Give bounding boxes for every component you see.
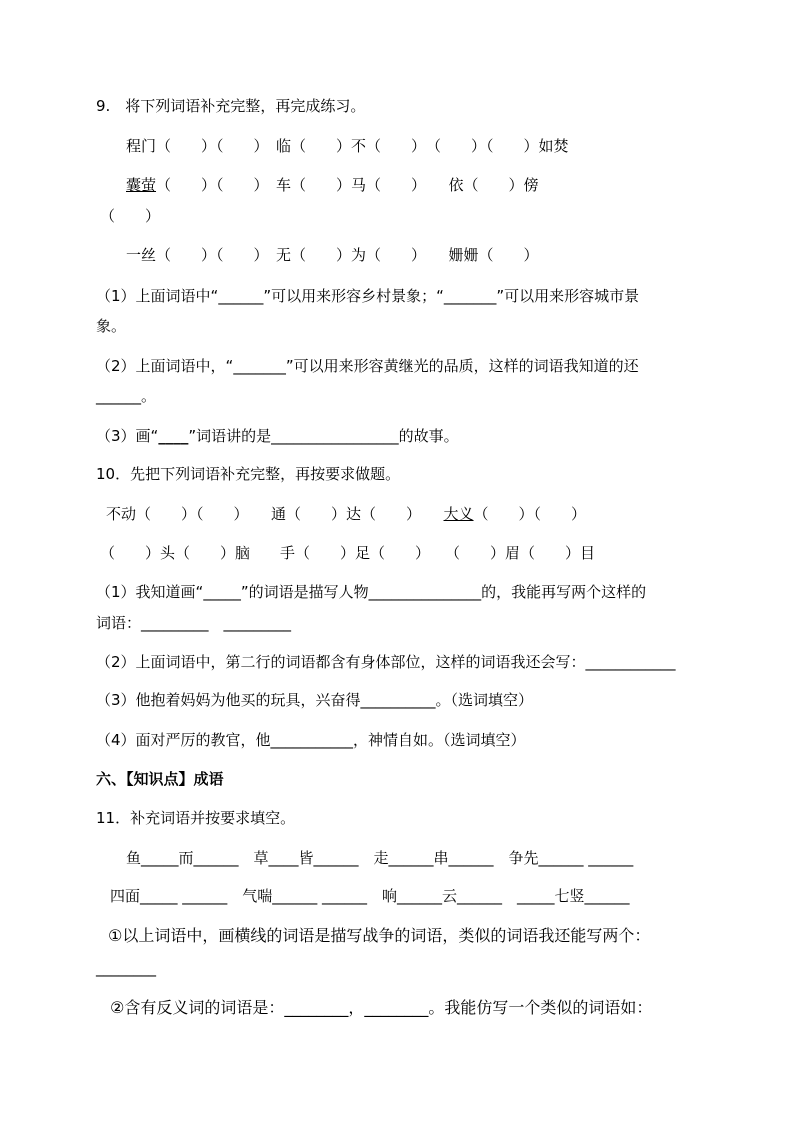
q9-sub3-pre: （3）画“ bbox=[96, 427, 159, 445]
q11-comment1-line2: ________ bbox=[96, 959, 156, 977]
q10-sub1-line2: 词语：_________ _________ bbox=[96, 614, 292, 632]
q10-sub1-line1: （1）我知道画“_____”的词语是描写人物_______________的，我能再写两个这样的 bbox=[96, 583, 647, 601]
q9-sub3 bbox=[96, 426, 459, 446]
q11-row1: 鱼_____而______ 草____皆______ 走______串______ 争先______ ______ bbox=[126, 849, 634, 867]
section-6-heading: 六、【知识点】成语 bbox=[96, 770, 224, 788]
q9-row1: 程门（ ）（ ） 临（ ）不（ ） （ ）（ ）如焚 bbox=[126, 137, 569, 155]
q11-comment2: ②含有反义词的词语是：________，________。我能仿写一个类似的词语如： bbox=[110, 998, 653, 1017]
q9-row2-rest: （ ）（ ） 车（ ）马（ ） 依（ ）傍 bbox=[156, 176, 539, 194]
q9-sub3-blank: ____ bbox=[158, 427, 189, 445]
q10-row1-underlined-word: 大义 bbox=[443, 505, 474, 523]
q9-title: 9. 将下列词语补充完整，再完成练习。 bbox=[96, 97, 366, 115]
q9-sub2-line2: ______。 bbox=[96, 387, 157, 405]
q10-sub4: （4）面对严厉的教官，他___________，神情自如。（选词填空） bbox=[96, 731, 526, 749]
q10-title: 10．先把下列词语补充完整，再按要求做题。 bbox=[96, 465, 401, 483]
q10-sub2: （2）上面词语中，第二行的词语都含有身体部位，这样的词语我还会写：____________ bbox=[96, 653, 676, 671]
q10-sub3: （3）他抱着妈妈为他买的玩具，兴奋得__________。（选词填空） bbox=[96, 691, 534, 709]
q9-sub2-line1: （2）上面词语中，“_______”可以用来形容黄继光的品质，这样的词语我知道的还 bbox=[96, 357, 639, 375]
q9-sub3-post: ”词语讲的是_________________的故事。 bbox=[188, 427, 459, 445]
q11-comment1-line1: ①以上词语中，画横线的词语是描写战争的词语，类似的词语我还能写两个： bbox=[108, 926, 651, 945]
q9-row3: 一丝（ ）（ ） 无（ ）为（ ） 姗姗（ ） bbox=[126, 246, 539, 264]
q9-sub1-line2: 象。 bbox=[96, 317, 127, 335]
q9-row2 bbox=[126, 175, 539, 195]
q9-sub1-line1: （1）上面词语中“______”可以用来形容乡村景象；“_______”可以用来形容城市景 bbox=[96, 287, 640, 305]
q10-row1-pre: 不动（ ）（ ） 通（ ）达（ ） bbox=[106, 505, 444, 523]
q10-row2: （ ）头（ ）脑 手（ ）足（ ） （ ）眉（ ）目 bbox=[100, 544, 596, 562]
q9-row2-wrap: （ ） bbox=[100, 207, 161, 225]
q9-row2-underlined-word: 囊萤 bbox=[126, 176, 157, 194]
q10-row1 bbox=[106, 504, 586, 524]
q10-row1-post: （ ）（ ） bbox=[473, 505, 587, 523]
q11-row2-pre: 四面_____ ______ 气喘______ ______ 响______云______ bbox=[110, 887, 518, 905]
q11-row2 bbox=[110, 886, 630, 906]
q11-row2-underlined-word: _____七竖______ bbox=[517, 887, 630, 905]
q11-title: 11．补充词语并按要求填空。 bbox=[96, 809, 296, 827]
